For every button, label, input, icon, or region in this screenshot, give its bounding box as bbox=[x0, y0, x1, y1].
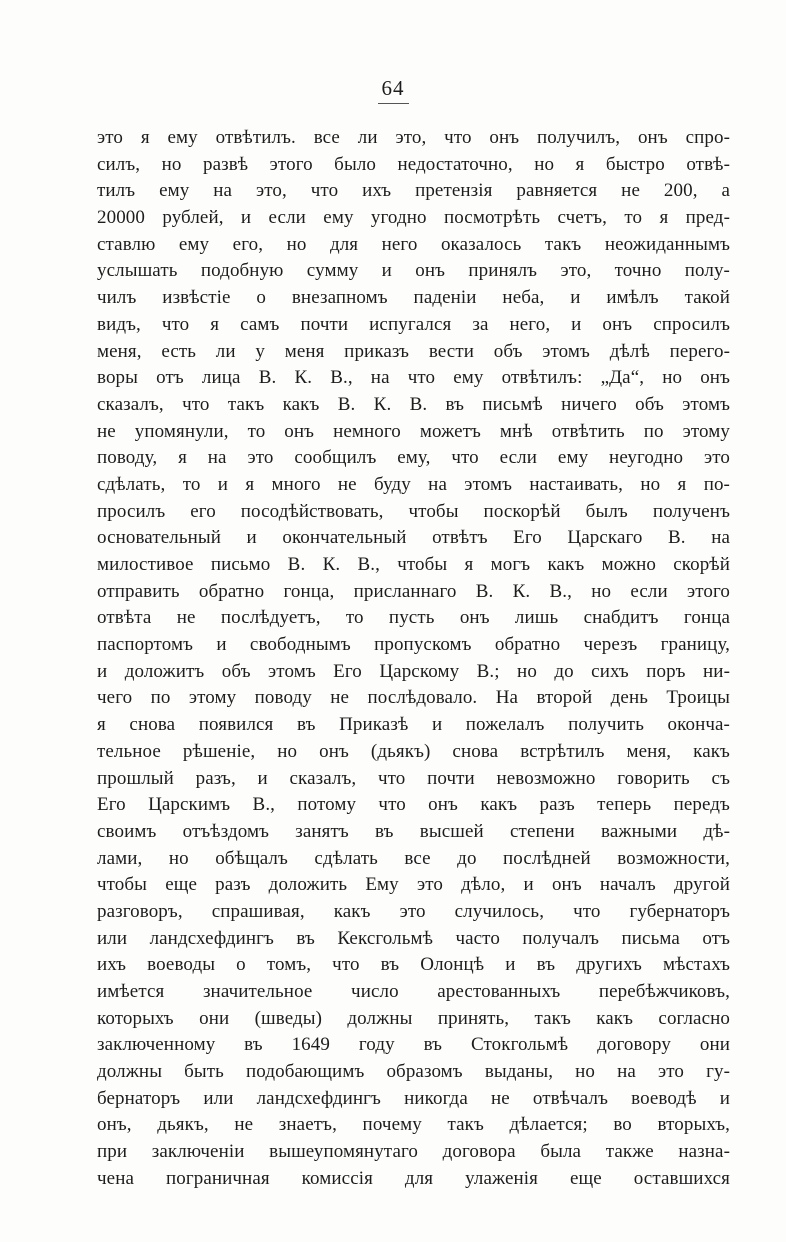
text-line: силъ, но развѣ этого было недостаточно, но я быстро отвѣ- bbox=[97, 153, 730, 175]
text-line: которыхъ они (шведы) должны принять, такъ какъ согласно bbox=[97, 1007, 730, 1029]
text-line: заключенному въ 1649 году въ Стокгольмѣ договору они bbox=[97, 1034, 730, 1056]
text-line: чена пограничная комиссія для улаженія еще оставшихся bbox=[97, 1167, 730, 1189]
text-line: я снова появился въ Приказѣ и пожелалъ получить оконча- bbox=[97, 714, 730, 736]
text-line: воры отъ лица В. К. В., на что ему отвѣтилъ: „Да“, но онъ bbox=[97, 367, 730, 389]
text-line: услышать подобную сумму и онъ принялъ это, точно полу- bbox=[97, 260, 730, 282]
text-line: не упомянули, то онъ немного можетъ мнѣ отвѣтить по этому bbox=[97, 420, 730, 442]
text-line: тельное рѣшеніе, но онъ (дьякъ) снова встрѣтилъ меня, какъ bbox=[97, 740, 730, 762]
text-line: просилъ его посодѣйствовать, чтобы поскорѣй былъ полученъ bbox=[97, 500, 730, 522]
text-line: чтобы еще разъ доложить Ему это дѣло, и онъ началъ другой bbox=[97, 874, 730, 896]
text-line: имѣется значительное число арестованныхъ перебѣжчиковъ, bbox=[97, 981, 730, 1002]
text-line: отвѣта не послѣдуетъ, то пусть онъ лишь снабдитъ гонца bbox=[97, 607, 730, 629]
text-line: поводу, я на это сообщилъ ему, что если ему неугодно это bbox=[97, 447, 730, 469]
text-line: при заключеніи вышеупомянутаго договора была также назна- bbox=[97, 1141, 730, 1163]
text-line: сдѣлать, то и я много не буду на этомъ настаивать, но я по- bbox=[97, 473, 730, 495]
text-line: ихъ воеводы о томъ, что въ Олонцѣ и въ другихъ мѣстахъ bbox=[97, 954, 730, 976]
text-line: тилъ ему на это, что ихъ претензія равняется не 200, а bbox=[97, 180, 730, 202]
text-line: прошлый разъ, и сказалъ, что почти невозможно говорить съ bbox=[97, 767, 730, 789]
text-line: основательный и окончательный отвѣтъ Его Царскаго В. на bbox=[97, 527, 730, 549]
text-line: бернаторъ или ландсхефдингъ никогда не отвѣчалъ воеводѣ и bbox=[97, 1087, 730, 1109]
text-line: лами, но обѣщалъ сдѣлать все до послѣдней возможности, bbox=[97, 847, 730, 869]
text-line: это я ему отвѣтилъ. все ли это, что онъ получилъ, онъ спро- bbox=[97, 127, 730, 148]
text-line: разговоръ, спрашивая, какъ это случилось, что губернаторъ bbox=[97, 900, 730, 922]
page-number: 64 bbox=[0, 76, 786, 104]
text-line: меня, есть ли у меня приказъ вести объ этомъ дѣлѣ перего- bbox=[97, 340, 730, 362]
text-line: или ландсхефдингъ въ Кексгольмѣ часто получалъ письма отъ bbox=[97, 927, 730, 949]
text-line: паспортомъ и свободнымъ пропускомъ обратно черезъ границу, bbox=[97, 634, 730, 656]
text-line: своимъ отъѣздомъ занятъ въ высшей степени важными дѣ- bbox=[97, 820, 730, 842]
text-line: видъ, что я самъ почти испугался за него, и онъ спросилъ bbox=[97, 313, 730, 335]
text-line: должны быть подобающимъ образомъ выданы, но на это гу- bbox=[97, 1061, 730, 1083]
text-line: милостивое письмо В. К. В., чтобы я могъ какъ можно скорѣй bbox=[97, 554, 730, 575]
text-line: онъ, дьякъ, не знаетъ, почему такъ дѣлается; во вторыхъ, bbox=[97, 1114, 730, 1136]
body-text bbox=[97, 125, 730, 1193]
text-line: и доложитъ объ этомъ Его Царскому В.; но до сихъ поръ ни- bbox=[97, 660, 730, 682]
text-line: чего по этому поводу не послѣдовало. На второй день Троицы bbox=[97, 687, 730, 709]
text-line: Его Царскимъ В., потому что онъ какъ разъ теперь передъ bbox=[97, 794, 730, 816]
text-line: ставлю ему его, но для него оказалось такъ неожиданнымъ bbox=[97, 233, 730, 255]
text-line: сказалъ, что такъ какъ В. К. В. въ письмѣ ничего объ этомъ bbox=[97, 393, 730, 415]
text-line: 20000 рублей, и если ему угодно посмотрѣть счетъ, то я пред- bbox=[97, 207, 730, 229]
text-line: отправить обратно гонца, присланнаго В. К. В., но если этого bbox=[97, 580, 730, 602]
text-line: чилъ извѣстіе о внезапномъ паденіи неба, и имѣлъ такой bbox=[97, 287, 730, 309]
